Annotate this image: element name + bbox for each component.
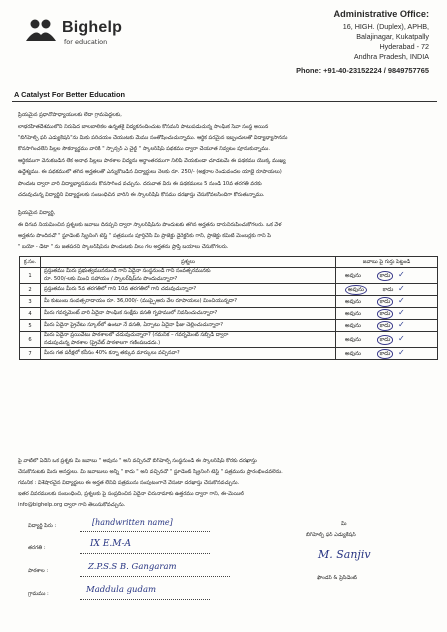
checkmark-icon: ✓ [397, 308, 405, 318]
instruction-line: అర్హతను పొందినచో " స్టూడెంట్ స్క్రీనింగ్ టెస్ట్ " పత్రమును పూర్తిచేసి మీ ప్రాజెక్టు డైరెక్టర్‌కు గానీ, ప్రాజెక్టు కమిటీ మెంబర్లకు గాని పే [18, 233, 271, 239]
instruction-line: " బయో - డేటా " ను జతపరచి స్కాలర్‌షిప్‌ను పొందుటకు వీలు గల అర్హతను ప్రాప్తి బయాలు చేసుకోగలరు. [18, 244, 229, 250]
eligibility-note: ఇతర వివరములకు సంబంధించి, ప్రశ్నలకు పై సంప్రదించిన ఏదైనా చిరునామాకు ఉత్తరము ద్వారా గాని, ఈ-మెయిల్ [18, 491, 244, 497]
school-line [80, 576, 230, 577]
question-number: 1 [20, 268, 41, 284]
question-number: 6 [20, 332, 41, 348]
question-text [41, 308, 336, 320]
address-line: Balajinagar, Kukatpally [356, 32, 429, 41]
village-value[interactable]: Maddula gudam [86, 585, 157, 595]
school-value[interactable]: Z.P.S.S B. Gangaram [88, 562, 177, 572]
no-option-marked[interactable]: కాదు [377, 271, 394, 281]
question-line: మీరు ఏదైనా ప్రైవేటు స్కూల్‌లో ఉంటూ నే వసతి, ఏర్పాటు ఏదైనా ఫీజు చెల్లించుచున్నారా? [44, 321, 224, 328]
catalyst-slogan: A Catalyst For Better Education [14, 90, 126, 99]
question-line: నడుపుచున్న పాఠశాల (ప్రైవేట్ పాఠశాలగా గణింపబడదు.) [44, 339, 161, 346]
intro-line: "బిగ్‌హెల్ప్ ఫర్ ఎడ్యుకేషన్"ను మీకు పరిచయం చేయుటకు మేము సంతోషించుచున్నాము. ఆర్థిక పరమైన ఇబ్బందులతో విద్యాభ్యాసానను [18, 135, 288, 141]
checkmark-icon: ✓ [397, 348, 405, 358]
address-line: Hyderabad - 72 [379, 42, 429, 51]
class-value[interactable]: IX E.M-A [90, 539, 132, 549]
contact-email-line: info@bighelp.org ద్వారా గాని తెలుసుకోవచ్చును. [18, 502, 126, 508]
col-answer: జవాబు పై గుర్తు పెట్టండి [336, 257, 438, 268]
founder-signature: M. Sanjiv [318, 548, 371, 561]
question-line: ప్రస్తుతము మీరు ప్రభుత్వముననుండి గాని ఏదైనా సంస్థనుండి గాని సంవత్సరమునకు [44, 268, 211, 274]
answer-cell[interactable] [336, 348, 438, 360]
answer-cell[interactable] [336, 268, 438, 284]
question-line: రూ. 500/-లకు మించి సహాయం / స్కాలర్‌షిప్‌ను పొందుచున్నారా? [44, 275, 178, 282]
checkmark-icon: ✓ [397, 320, 405, 330]
question-row [20, 320, 438, 332]
office-phone: Phone: +91-40-23152224 / 9849757765 [296, 66, 429, 75]
question-number: 5 [20, 320, 41, 332]
school-label: పాఠశాల : [28, 568, 49, 574]
intro-line: ఆర్థికముగా వెనుకబడిన లేక అనాథ పిల్లలు పాఠశాల విద్యను అర్థాంతరముగా నిలిపి వేయకుండా చూడటమే ఈ పథకము యొక్క ముఖ్య [18, 158, 286, 164]
yes-option[interactable]: అవును [345, 311, 361, 318]
question-row [20, 284, 438, 296]
checkmark-icon: ✓ [397, 284, 405, 294]
intro-line: పొందుట ద్వారా వారి విద్యాభ్యాసమును కొనసాగించ వచ్చును. దరువాత వీరు ఈ పథకములు 5 నుండి 10వ తరగతి వరకు [18, 181, 262, 187]
salutation: ప్రియమైన ప్రధానోపాధ్యాయులకు లేదా గ్రామపెద్దలకు, [18, 112, 122, 118]
question-number: 7 [20, 348, 41, 360]
yes-option[interactable]: అవును [345, 337, 361, 344]
brand-name: Bighelp [62, 19, 123, 36]
office-heading: Administrative Office: [333, 9, 429, 19]
answer-cell[interactable] [336, 332, 438, 348]
yes-option[interactable]: అవును [345, 351, 361, 358]
yes-option[interactable]: అవును [345, 273, 361, 280]
bighelp-logo-icon [22, 15, 60, 45]
yes-option[interactable]: అవును [345, 323, 361, 330]
yes-option-marked[interactable]: అవును [345, 285, 367, 295]
office-address [239, 9, 429, 75]
header-divider [12, 101, 437, 102]
no-option-marked[interactable]: కాదు [377, 297, 394, 307]
student-name-label: విద్యార్థి పేరు : [28, 523, 57, 529]
question-text [41, 296, 336, 308]
question-number: 4 [20, 308, 41, 320]
signoff-org: బిగ్‌హెల్ప్ ఫర్ ఎడ్యుకేషన్ [306, 532, 356, 538]
question-text [41, 284, 336, 296]
no-option-marked[interactable]: కాదు [377, 321, 394, 331]
instruction-line: ఈ దిగువ నియమించిన ప్రశ్నలకు జవాబు దినప్పని ద్వారా స్కాలర్‌షిప్‌ను పొందుటకు తగిన అర్హతను దారునిరుపించుకోగలరు. ఒక వేళ [18, 222, 282, 228]
student-name-value[interactable]: [handwritten name] [92, 518, 173, 527]
question-row [20, 308, 438, 320]
question-line: మీ కుటుంబ సంవత్సరాదాయం రూ. 36,000/- (ముప్పైఆరు వేల రూపాయలు) మించియున్నదా? [44, 297, 238, 304]
question-text [41, 268, 336, 284]
answer-cell[interactable] [336, 308, 438, 320]
question-text [41, 332, 336, 348]
signoff-mee: మీ [341, 521, 347, 527]
student-name-line [80, 531, 210, 532]
col-number: క్ర.సం. [20, 257, 41, 268]
no-option-marked[interactable]: కాదు [377, 309, 394, 319]
eligibility-note: గమనిక : విశేషారచైన విద్యార్థులు ఈ అర్హత లేనివి పత్రమును సంపుటంగానే వేసుటా దరఖాస్తు చేసుకొనవచ్చును. [18, 480, 240, 486]
no-option-marked[interactable]: కాదు [377, 335, 394, 345]
answer-cell[interactable] [336, 320, 438, 332]
question-line: మీరు గత పరీక్షలో కనీసం 40% కన్నా తక్కువ మార్కులు వచ్చినవా? [44, 350, 180, 357]
question-row [20, 268, 438, 284]
no-option-marked[interactable]: కాదు [377, 349, 394, 359]
class-line [80, 553, 210, 554]
bighelp-logo [22, 15, 132, 55]
question-number: 3 [20, 296, 41, 308]
brand-tagline: for education [64, 38, 108, 46]
question-text [41, 348, 336, 360]
village-line [80, 599, 210, 600]
salutation-student: ప్రియమైన విద్యార్థి, [18, 210, 56, 216]
signoff-role: ఫౌండర్ & ప్రెసిడెంట్ [317, 575, 357, 581]
question-line: మీరు ఏదైనా ప్రయివేటు పాఠశాలలో చదువుచున్నారా? (గమనిక – గవర్నమెంట్ సబ్సిడీ ద్వారా [44, 332, 229, 339]
question-line: ప్రస్తుతము మీరు 5వ తరగతిలో గాని 10వ తరగతిలో గాని చదువుచున్నారా? [44, 285, 197, 292]
checkmark-icon: ✓ [397, 334, 405, 344]
question-number: 2 [20, 284, 41, 296]
intro-line: లాభరహితదేశములోని నిరుపేద బాలబాలికల ఉన్నతకై విద్యకనందించుట కోసమని పాటుపడుచున్న సాంఘిక సేవా సంస్థ అయిన [18, 124, 269, 130]
address-line: 16, HIGH. (Duplex), APHB, [342, 22, 429, 31]
class-label: తరగతి : [28, 545, 46, 551]
eligibility-note: పై వాటిలో ఏదేని ఒక ప్రశ్నకు మీ జవాబు " అవును " అని వచ్చినచో బిగ్‌హెల్ప్ సంస్థనుండి ఈ స్కాలర్‌షిప్ కొరకు దరఖాస్తు [18, 458, 257, 464]
checkmark-icon: ✓ [397, 296, 405, 306]
intro-line: కొనసాగించలేని పిల్లల సౌకర్యార్థము వారికి " స్పాన్సర్ ఎ చైల్డ్ " స్కాలర్‌షిప్ పథకము ద్వారా చేయూత నివ్వటం పూనుకున్నాము. [18, 146, 271, 152]
eligibility-questionnaire [19, 256, 438, 360]
intro-line: ఉద్దేశ్యము. ఈ పథకములో తగిన అర్హతలతో ఎన్నుకొబడిన విద్యార్థులు నెలకు రూ. 250/- (అక్షరాల రెండువందల యాభై రూపాయలు) [18, 169, 282, 175]
question-row [20, 332, 438, 348]
address-line: Andhra Pradesh, INDIA [353, 52, 429, 61]
yes-option[interactable]: అవును [345, 299, 361, 306]
answer-cell[interactable] [336, 296, 438, 308]
intro-line: చదువుచున్న విద్యార్థిని విద్యార్థులకు సంబంధిచిన వారిని ఈ స్కాలర్‌షిప్ కోసము దరఖాస్తు చేసుకోవలసిందిగా కోరుతున్నాము. [18, 192, 265, 198]
question-text [41, 320, 336, 332]
eligibility-note: చేసుకొనుటకు మీరు అనర్హులు. మీ జవాబులు అన్నీ " కాదు " అని వచ్చినచో " స్టూడెంట్ స్క్రీనింగ్ టెస్ట్ " పత్రమును ప్రారంభించవలెను. [18, 469, 283, 475]
table-header-row [20, 257, 438, 268]
checkmark-icon: ✓ [397, 270, 405, 280]
question-row [20, 348, 438, 360]
question-line: మీరు గవర్నమెంట్ వారి ఏదైనా సాంఘిక సంక్షేమ వసతి గృహములో నివసించుచున్నారా? [44, 309, 218, 316]
col-question: ప్రశ్నలు [41, 257, 336, 268]
village-label: గ్రామము : [28, 591, 49, 597]
answer-cell[interactable] [336, 284, 438, 296]
question-row [20, 296, 438, 308]
no-option[interactable]: కాదు [382, 287, 394, 294]
